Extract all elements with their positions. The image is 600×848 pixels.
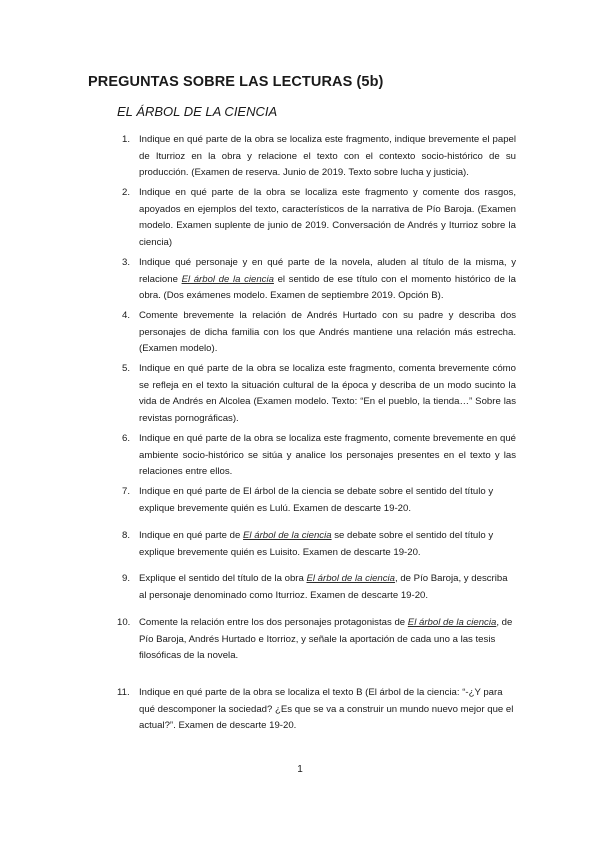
question-text: [139, 685, 516, 735]
question-text: [139, 571, 516, 604]
document-subtitle: EL ÁRBOL DE LA CIENCIA: [117, 104, 278, 119]
question-text-segment: Indique en qué parte de: [139, 530, 244, 541]
document-title: PREGUNTAS SOBRE LAS LECTURAS (5b): [88, 74, 384, 90]
question-text-segment: el sentido de ese título con el momento histórico de la obra. (Dos exámenes modelo. Examen de septiembre 2019. Opción B).: [139, 273, 516, 301]
question-text-segment: , de Pío Baroja, y describa al personaje denominado como Iturrioz. Examen de descarte 19-20.: [139, 573, 508, 601]
question-text-segment: Comente la relación entre los dos personajes protagonistas de: [139, 617, 408, 628]
book-title-link[interactable]: El árbol de la ciencia: [306, 573, 396, 584]
question-text: [139, 308, 516, 358]
question-text-segment: Explique el sentido del título de la obra: [139, 573, 307, 584]
question-text-segment: Indique en qué parte de la obra se localiza el texto B (El árbol de la ciencia: “-¿Y para qué descomponer la sociedad? ¿Es que se va a construir un mundo nuevo mejor que el actual?”. Examen de descarte 19-20.: [139, 687, 514, 731]
question-number: 1.: [122, 134, 131, 145]
question-text-segment: Comente brevemente la relación de Andrés Hurtado con su padre y describa dos personajes de dicha familia con los que Andrés mantiene una relación más estrecha. (Examen modelo).: [139, 310, 516, 354]
question-number: 3.: [122, 257, 131, 268]
question-text: [139, 431, 516, 481]
question-text: [139, 132, 516, 182]
book-title-link[interactable]: El árbol de la ciencia: [243, 530, 332, 541]
page-number: 1: [297, 764, 303, 775]
question-number: 8.: [122, 530, 131, 541]
question-text: [139, 255, 516, 305]
question-number: 7.: [122, 486, 131, 497]
book-title-link[interactable]: El árbol de la ciencia: [407, 617, 497, 628]
question-number: 5.: [122, 363, 131, 374]
question-number: 2.: [122, 187, 131, 198]
question-number: 4.: [122, 310, 131, 321]
question-text: [139, 528, 516, 561]
question-text-segment: se debate sobre el sentido del título y explique brevemente quién es Luisito. Examen de descarte 19-20.: [139, 530, 494, 558]
question-number: 11.: [117, 687, 130, 698]
question-text: [139, 615, 516, 665]
question-text-segment: Indique en qué parte de la obra se localiza este fragmento, indique brevemente el papel de Iturrioz en la obra y relacione el texto con el contexto socio-histórico de su producción. (Examen de reserva. Junio de 2019. Texto sobre lucha y justicia).: [139, 134, 516, 178]
question-text-segment: Indique en qué parte de El árbol de la ciencia se debate sobre el sentido del título y explique brevemente quién es Lulú. Examen de descarte 19-20.: [139, 486, 494, 514]
question-number: 6.: [122, 433, 131, 444]
question-number: 9.: [122, 573, 131, 584]
book-title-link[interactable]: El árbol de la ciencia: [181, 273, 274, 285]
question-text-segment: Indique en qué parte de la obra se localiza este fragmento, comente brevemente en qué ambiente socio-histórico se sitúa y analice los personajes presentes en el texto y las relaciones entre ellos.: [139, 433, 516, 477]
question-number: 10.: [117, 617, 131, 628]
question-text-segment: , de Pío Baroja, Andrés Hurtado e Itorrioz, y señale la aportación de cada uno a las tesis filosóficas de la novela.: [139, 617, 513, 661]
question-text-segment: Indique qué personaje y en qué parte de la novela, aluden al título de la misma, y relacione: [139, 257, 516, 285]
question-text: [139, 361, 516, 427]
question-text: [139, 484, 516, 517]
question-text-segment: Indique en qué parte de la obra se localiza este fragmento y comente dos rasgos, apoyados en ejemplos del texto, característicos de la narrativa de Pío Baroja. (Examen modelo. Examen suplente de junio de 2019. Conversación de Andrés y Iturrioz sobre la ciencia): [139, 187, 516, 248]
question-text-segment: Indique en qué parte de la obra se localiza este fragmento, comenta brevemente cómo se refleja en el texto la situación cultural de la época y describa de un modo sucinto la vida de Andrés en Alcolea (Examen modelo. Texto: “En el pueblo, la tienda…” Sobre las revistas pornográficas).: [139, 363, 516, 424]
question-text: [139, 185, 516, 251]
